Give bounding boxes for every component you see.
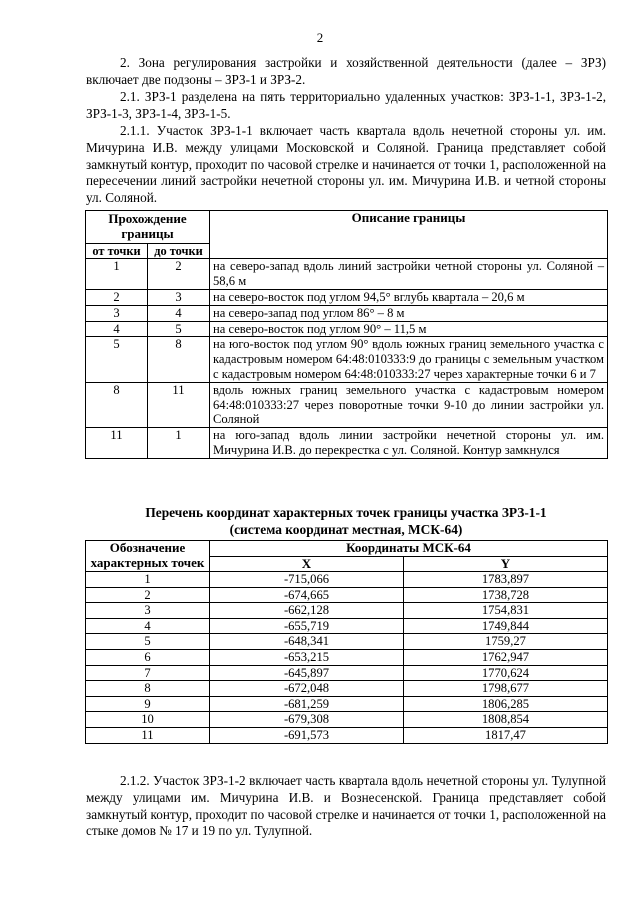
cell-x: -715,066 bbox=[210, 572, 404, 588]
cell-n: 8 bbox=[86, 681, 210, 697]
table-row bbox=[86, 289, 608, 305]
coords-caption-line1: Перечень координат характерных точек границы участка ЗРЗ-1-1 bbox=[145, 505, 547, 520]
table-row bbox=[86, 321, 608, 337]
table-row bbox=[86, 649, 608, 665]
header-to: до точки bbox=[148, 243, 210, 259]
cell-desc: на северо-восток под углом 90° – 11,5 м bbox=[210, 321, 608, 337]
cell-y: 1762,947 bbox=[404, 649, 608, 665]
cell-y: 1754,831 bbox=[404, 603, 608, 619]
cell-y: 1808,854 bbox=[404, 712, 608, 728]
header-from: от точки bbox=[86, 243, 148, 259]
cell-from: 2 bbox=[86, 289, 148, 305]
cell-n: 9 bbox=[86, 696, 210, 712]
header-point: Обозначение характерных точек bbox=[86, 541, 210, 572]
cell-x: -648,341 bbox=[210, 634, 404, 650]
cell-x: -691,573 bbox=[210, 727, 404, 743]
table-row bbox=[86, 665, 608, 681]
cell-x: -645,897 bbox=[210, 665, 404, 681]
cell-y: 1783,897 bbox=[404, 572, 608, 588]
table-row bbox=[86, 305, 608, 321]
cell-n: 1 bbox=[86, 572, 210, 588]
cell-y: 1817,47 bbox=[404, 727, 608, 743]
cell-x: -681,259 bbox=[210, 696, 404, 712]
cell-n: 7 bbox=[86, 665, 210, 681]
cell-y: 1738,728 bbox=[404, 587, 608, 603]
cell-x: -655,719 bbox=[210, 618, 404, 634]
coords-caption bbox=[86, 505, 606, 538]
cell-to: 5 bbox=[148, 321, 210, 337]
cell-x: -679,308 bbox=[210, 712, 404, 728]
header-description: Описание границы bbox=[210, 211, 608, 259]
cell-from: 3 bbox=[86, 305, 148, 321]
cell-from: 11 bbox=[86, 428, 148, 459]
cell-y: 1749,844 bbox=[404, 618, 608, 634]
cell-desc: на северо-запад под углом 86° – 8 м bbox=[210, 305, 608, 321]
cell-x: -653,215 bbox=[210, 649, 404, 665]
cell-to: 3 bbox=[148, 289, 210, 305]
table-row bbox=[86, 572, 608, 588]
cell-desc: на северо-восток под углом 94,5° вглубь квартала – 20,6 м bbox=[210, 289, 608, 305]
cell-n: 11 bbox=[86, 727, 210, 743]
paragraph-zrz: 2. Зона регулирования застройки и хозяйственной деятельности (далее – ЗРЗ) включает две подзоны – ЗРЗ-1 и ЗРЗ-2. bbox=[86, 55, 606, 87]
cell-n: 2 bbox=[86, 587, 210, 603]
cell-n: 10 bbox=[86, 712, 210, 728]
table-row bbox=[86, 618, 608, 634]
cell-x: -662,128 bbox=[210, 603, 404, 619]
table-row bbox=[86, 428, 608, 459]
cell-to: 2 bbox=[148, 259, 210, 290]
header-coords: Координаты МСК-64 bbox=[210, 541, 608, 557]
table-row bbox=[86, 382, 608, 427]
cell-desc: на северо-запад вдоль линий застройки четной стороны ул. Соляной – 58,6 м bbox=[210, 259, 608, 290]
cell-n: 5 bbox=[86, 634, 210, 650]
cell-from: 8 bbox=[86, 382, 148, 427]
cell-n: 3 bbox=[86, 603, 210, 619]
cell-from: 5 bbox=[86, 337, 148, 382]
cell-n: 4 bbox=[86, 618, 210, 634]
table-row bbox=[86, 587, 608, 603]
cell-to: 4 bbox=[148, 305, 210, 321]
table-row bbox=[86, 696, 608, 712]
cell-desc: на юго-запад вдоль линии застройки нечетной стороны ул. им. Мичурина И.В. до перекрестка с ул. Соляной. Контур замкнулся bbox=[210, 428, 608, 459]
cell-n: 6 bbox=[86, 649, 210, 665]
cell-to: 11 bbox=[148, 382, 210, 427]
cell-y: 1759,27 bbox=[404, 634, 608, 650]
header-x: X bbox=[210, 556, 404, 572]
cell-y: 1806,285 bbox=[404, 696, 608, 712]
coords-table bbox=[85, 540, 608, 744]
cell-desc: вдоль южных границ земельного участка с кадастровым номером 64:48:010333:27 через поворотные точки 9-10 до линии застройки ул. Соляной bbox=[210, 382, 608, 427]
table-row bbox=[86, 634, 608, 650]
cell-desc: на юго-восток под углом 90° вдоль южных границ земельного участка с кадастровым номером 64:48:010333:9 до границы с земельным участком с кадастровым номером 64:48:010333:27 через характерные точки 6 и 7 bbox=[210, 337, 608, 382]
cell-from: 4 bbox=[86, 321, 148, 337]
table-row bbox=[86, 727, 608, 743]
header-passage: Прохождение границы bbox=[86, 211, 210, 244]
table-row bbox=[86, 681, 608, 697]
coords-caption-line2: (система координат местная, МСК-64) bbox=[229, 521, 463, 537]
cell-y: 1798,677 bbox=[404, 681, 608, 697]
cell-y: 1770,624 bbox=[404, 665, 608, 681]
cell-to: 8 bbox=[148, 337, 210, 382]
table-row bbox=[86, 603, 608, 619]
paragraph-zrz-1: 2.1. ЗРЗ-1 разделена на пять территориально удаленных участков: ЗРЗ-1-1, ЗРЗ-1-2, ЗРЗ-1-3, ЗРЗ-1-4, ЗРЗ-1-5. bbox=[86, 89, 606, 121]
paragraph-zrz-1-2: 2.1.2. Участок ЗРЗ-1-2 включает часть квартала вдоль нечетной стороны ул. Тулупной между улицами им. Мичурина И.В. и Вознесенской. Граница представляет собой замкнутый контур, проходит по часовой стрелке и начинается от точки 1, расположенной на стыке домов № 17 и 19 по ул. Тулупной. bbox=[86, 773, 606, 839]
table-row bbox=[86, 259, 608, 290]
header-y: Y bbox=[404, 556, 608, 572]
boundary-table bbox=[85, 210, 608, 459]
page-number: 2 bbox=[316, 30, 324, 45]
paragraph-zrz-1-1: 2.1.1. Участок ЗРЗ-1-1 включает часть квартала вдоль нечетной стороны ул. им. Мичурина И.В. между улицами Московской и Соляной. Граница представляет собой замкнутый контур, проходит по часовой стрелке и начинается от точки 1, расположенной на пересечении линий застройки нечетной стороны ул. им. Мичурина И.В. и четной стороны ул. Соляной. bbox=[86, 123, 606, 206]
cell-from: 1 bbox=[86, 259, 148, 290]
table-row bbox=[86, 337, 608, 382]
cell-to: 1 bbox=[148, 428, 210, 459]
cell-x: -674,665 bbox=[210, 587, 404, 603]
cell-x: -672,048 bbox=[210, 681, 404, 697]
table-row bbox=[86, 712, 608, 728]
